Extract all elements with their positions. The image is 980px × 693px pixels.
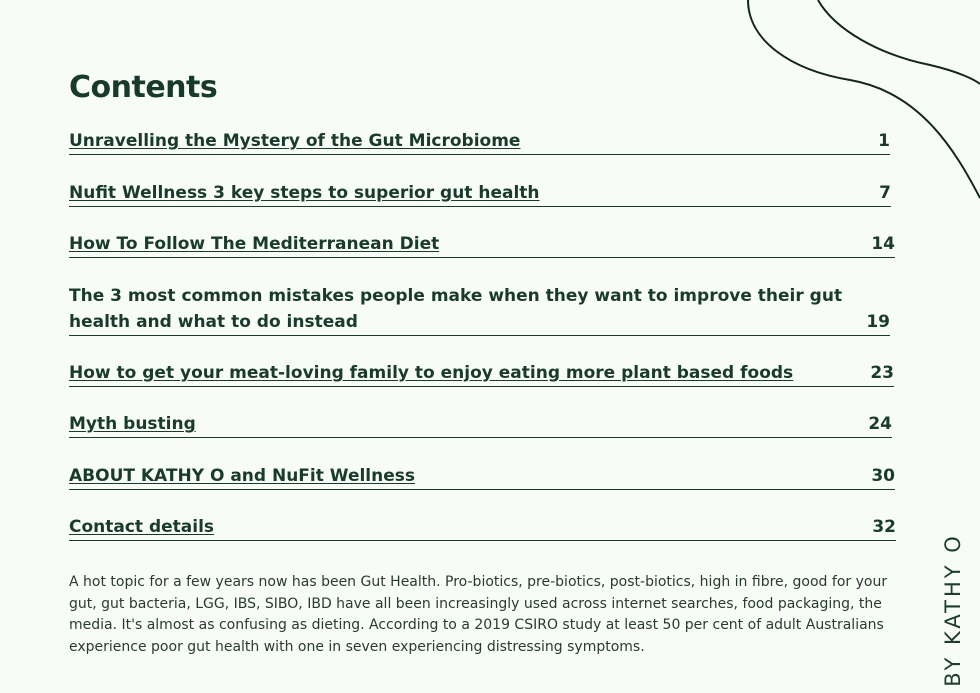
- toc-entry-label: Contact details: [69, 517, 215, 537]
- toc-entry-page-number: 7: [879, 183, 891, 203]
- toc-entry-label: How to get your meat-loving family to enjoy eating more plant based foods: [69, 363, 794, 383]
- author-side-label: BY KATHY O: [941, 533, 965, 687]
- toc-entry-label: Myth busting: [69, 414, 196, 434]
- toc-entry-page-number: 32: [872, 517, 896, 537]
- toc-entry-myth-busting[interactable]: [69, 411, 892, 438]
- toc-entry-page-number: 14: [871, 234, 895, 254]
- toc-entry-label: Nufit Wellness 3 key steps to superior gut health: [69, 183, 540, 203]
- toc-entry-gut-microbiome[interactable]: [69, 128, 890, 155]
- toc-entry-plant-based-foods[interactable]: [69, 360, 894, 387]
- toc-entry-label: Unravelling the Mystery of the Gut Microbiome: [69, 131, 521, 151]
- toc-entry-common-mistakes[interactable]: [69, 283, 890, 336]
- toc-entry-key-steps[interactable]: [69, 180, 891, 207]
- toc-entry-label: The 3 most common mistakes people make when they want to improve their gut health and what to do instead: [69, 286, 843, 332]
- page-title: Contents: [69, 70, 218, 105]
- toc-entry-mediterranean-diet[interactable]: [69, 231, 895, 258]
- toc-entry-contact-details[interactable]: [69, 514, 896, 541]
- toc-entry-page-number: 19: [866, 312, 890, 332]
- toc-entry-page-number: 23: [870, 363, 894, 383]
- toc-entry-page-number: 1: [878, 131, 890, 151]
- toc-entry-about-kathy-o[interactable]: [69, 463, 895, 490]
- toc-entry-page-number: 24: [868, 414, 892, 434]
- intro-paragraph: A hot topic for a few years now has been Gut Health. Pro-biotics, pre-biotics, post-biotics, high in fibre, good for your gut, gut bacteria, LGG, IBS, SIBO, IBD have all been increasingly used across internet searches, food packaging, the media. It's almost as confusing as dieting. According to a 2019 CSIRO study at least 50 per cent of adult Australians experience poor gut health with one in seven experiencing distressing symptoms.: [69, 574, 888, 655]
- toc-entry-label: ABOUT KATHY O and NuFit Wellness: [69, 466, 415, 486]
- toc-entry-label: How To Follow The Mediterranean Diet: [69, 234, 440, 254]
- toc-entry-page-number: 30: [871, 466, 895, 486]
